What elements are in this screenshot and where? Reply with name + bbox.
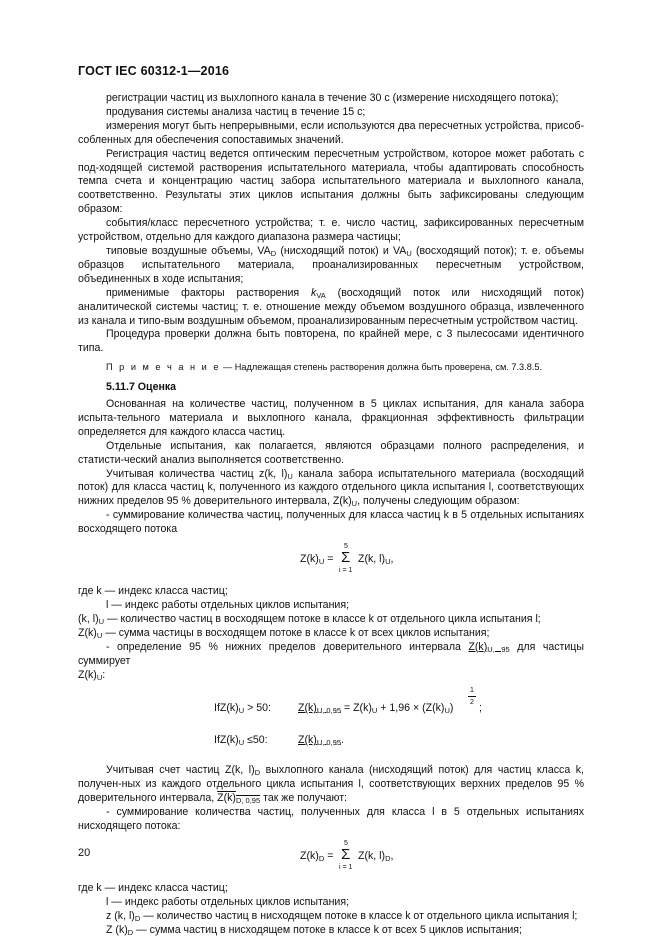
subscript: U, 0,95	[316, 706, 342, 716]
text-run: (нисходящий поток) и VA	[276, 244, 407, 257]
subscript: U	[318, 557, 325, 567]
text-run: применимые факторы растворения	[106, 286, 312, 299]
text-run: Z(k)	[300, 849, 319, 862]
where-line: l — индекс работы отдельных циклов испытания;	[106, 895, 350, 908]
math-var: k	[311, 286, 317, 299]
paragraph: события/класс пересчетного устройства; т. е. число частиц, зафиксированных пересчетным устройством, отдельно для каждого диапазона размера частицы;	[78, 217, 584, 244]
sum-lower-limit: i = 1	[339, 863, 353, 871]
where-line: где k — индекс класса частиц;	[78, 881, 228, 894]
text-run: (восходящий поток или нисходящий поток) аналитической системы частиц; т. е. отношение между объемом воздушного образца, извлеченного из канала и типо-вым воздушным объемом, проанализированным пересчетным устройством частиц.	[78, 286, 584, 327]
text-run: канала забора испытательного материала (восходящий поток) для класса частиц k, полученного из каждого отдельного цикла испытания l, соответствующих нижних пределов 95 % доверительного интервала, Z(k)	[78, 467, 584, 508]
text-run: — сумма частиц в нисходящем потоке в классе k от всех 5 циклов испытания;	[133, 923, 522, 936]
text-run: Z (k)	[106, 923, 128, 936]
paragraph	[78, 468, 584, 510]
text-run: )	[449, 702, 454, 715]
where-line	[78, 613, 584, 627]
overlined-term	[217, 792, 260, 804]
text-run: типовые воздушные объемы, VA	[106, 244, 271, 257]
text-run: Учитывая количества частиц z(k, l)	[106, 467, 288, 480]
text-run: — количество частиц в восходящем потоке в классе k от отдельного цикла испытания l;	[104, 612, 541, 625]
subscript: D	[134, 913, 141, 923]
text-run: Z(k)	[298, 734, 317, 747]
paragraph: продувания системы анализа частиц в течение 15 с;	[106, 105, 366, 118]
subscript: U	[406, 248, 412, 258]
text-run: - определение 95 % нижних пределов доверительного интервала	[106, 640, 469, 653]
formula-text	[358, 850, 393, 864]
text-run: = Z(k)	[341, 702, 372, 715]
text-run: — сумма частицы в восходящем потоке в классе k от всех циклов испытания;	[102, 626, 490, 639]
text-run: .	[341, 734, 344, 747]
paragraph	[78, 764, 584, 806]
note-label: П р и м е ч а н и е	[106, 362, 221, 373]
document-header: ГОСТ IEC 60312-1—2016	[78, 64, 230, 78]
subscript: U	[351, 499, 358, 509]
formula-sum-upstream	[78, 539, 584, 583]
page-body	[78, 92, 584, 938]
text-run: > 50:	[244, 702, 271, 715]
paragraph: Процедура проверки должна быть повторена, по крайней мере, с 3 пылесосами идентичного типа.	[78, 328, 584, 355]
sum-upper-limit: 5	[344, 543, 348, 551]
text-run: Z(k)	[300, 553, 319, 566]
sum-sign: Σ	[341, 549, 351, 567]
subscript: U	[385, 557, 391, 567]
section-heading: 5.11.7 Оценка	[106, 381, 177, 394]
paragraph: Регистрация частиц ведется оптическим пересчетным устройством, которое может работать с под-ходящей системой растворения испытательного материала, чтобы адаптировать способность темпа счета и концентрацию частиц забора испытательного материала и выхлопного канала, соответственно. Результаты этих циклов испытания должны быть зафиксированы следующим образом:	[78, 147, 584, 216]
sum-sign: Σ	[341, 845, 351, 863]
text-run: z (k, l)	[106, 909, 135, 922]
text-run: выхлопного канала (нисходящий поток) для частиц класса k, получен-ных из каждого отдельного цикла испытания l, соответствующих верхних пределов 95 % доверительного интервала,	[78, 764, 584, 805]
note	[78, 361, 584, 375]
text-run: (k, l)	[78, 612, 99, 625]
formula-text	[300, 850, 333, 864]
text-run: , получены следующим образом:	[357, 495, 520, 508]
formula-sum-downstream	[78, 836, 584, 880]
subscript: U, 0,95	[316, 738, 342, 748]
subscript: U	[238, 738, 245, 748]
paragraph	[78, 287, 584, 329]
fraction-bar	[468, 696, 476, 697]
paragraph: - суммирование количества частиц, полученных для класса l в 5 отдельных испытаниях нисходящего потока:	[78, 806, 584, 833]
text-run: так же получают:	[260, 792, 348, 805]
formula-text: ;	[479, 702, 482, 715]
subscript: D	[127, 927, 134, 937]
text-run: =	[324, 849, 334, 862]
underlined-term	[468, 641, 509, 653]
text-run: ,	[390, 849, 394, 862]
text-run: для частицы суммирует	[78, 640, 584, 667]
text-run: Z(k)	[217, 792, 236, 805]
exponent-numerator: 1	[470, 687, 474, 695]
text-run: + 1,96 × (Z(k)	[377, 702, 445, 715]
subscript: D	[254, 768, 261, 778]
where-line	[78, 910, 584, 924]
text-run: (восходящий поток); т. е. объемы образцов испытательного материала, проанализированных пересчетным устройством, объединенных в ходе испытания;	[78, 244, 584, 285]
text-run: Z(k, l)	[358, 849, 386, 862]
paragraph	[78, 245, 584, 287]
formula-text	[298, 702, 453, 716]
formula-text	[214, 734, 268, 748]
formula-text	[300, 553, 333, 567]
paragraph	[78, 669, 584, 683]
subscript: D	[385, 853, 391, 863]
paragraph: измерения могут быть непрерывными, если используются два пересчетных устройства, присоб-собленных для обеспечения сопоставимых значений.	[78, 119, 584, 146]
where-line	[78, 627, 584, 641]
exponent-denominator: 2	[470, 699, 474, 707]
where-line: где k — индекс класса частиц;	[78, 585, 228, 598]
text-run: =	[324, 553, 334, 566]
text-run: Z(k, l)	[358, 553, 386, 566]
paragraph: Отдельные испытания, как полагается, являются образцами полного распределения, и статисти-ческий анализ выполняется соответственно.	[78, 439, 584, 466]
sum-lower-limit: i = 1	[339, 567, 353, 575]
subscript: VA	[316, 290, 326, 300]
subscript: D	[318, 853, 325, 863]
page-number: 20	[78, 847, 91, 859]
underlined-term	[298, 702, 341, 714]
paragraph: - суммирование количества частиц, полученных для класса частиц k в 5 отдельных испытаниях восходящего потока	[78, 509, 584, 536]
formula-text	[214, 702, 271, 716]
formula-condition-le50	[78, 728, 584, 762]
text-run: Учитывая счет частиц Z(k, l)	[106, 764, 255, 777]
formula-text	[358, 553, 393, 567]
text-run: Z(k)	[78, 626, 97, 639]
paragraph	[78, 641, 584, 669]
text-run: IfZ(k)	[214, 734, 239, 747]
subscript: U	[371, 706, 378, 716]
formula-text	[298, 734, 344, 748]
paragraph: регистрации частиц из выхлопного канала в течение 30 с (измерение нисходящего потока);	[106, 92, 559, 104]
formula-condition-gt50	[78, 684, 584, 726]
subscript: U	[96, 672, 103, 682]
subscript: U	[98, 616, 105, 626]
note-text: — Надлежащая степень растворения должна быть проверена, см. 7.3.8.5.	[220, 362, 543, 373]
subscript: U	[238, 706, 245, 716]
text-run: :	[102, 668, 106, 681]
underlined-term	[298, 734, 341, 746]
subscript: U, 95	[487, 644, 510, 654]
subscript: U	[444, 706, 450, 716]
text-run: ,	[390, 553, 394, 566]
subscript: D, 0,95	[235, 796, 261, 806]
subscript: U	[96, 630, 103, 640]
subscript: D	[270, 248, 277, 258]
sum-upper-limit: 5	[344, 839, 348, 847]
text-run: Z(k)	[468, 640, 488, 653]
text-run: Z(k)	[78, 668, 97, 681]
text-run: ≤50:	[244, 734, 268, 747]
text-run: Z(k)	[298, 702, 317, 715]
subscript: U	[287, 471, 293, 481]
text-run: IfZ(k)	[214, 702, 239, 715]
text-run: — количество частиц в нисходящем потоке в классе k от отдельного цикла испытания l;	[140, 909, 578, 922]
paragraph: Основанная на количестве частиц, полученном в 5 циклах испытания, для канала забора испыта-тельного материала и выхлопного канала, фракционная эффективность фильтрации определяется для каждого класса частиц.	[78, 398, 584, 438]
where-line: l — индекс работы отдельных циклов испытания;	[106, 599, 350, 611]
